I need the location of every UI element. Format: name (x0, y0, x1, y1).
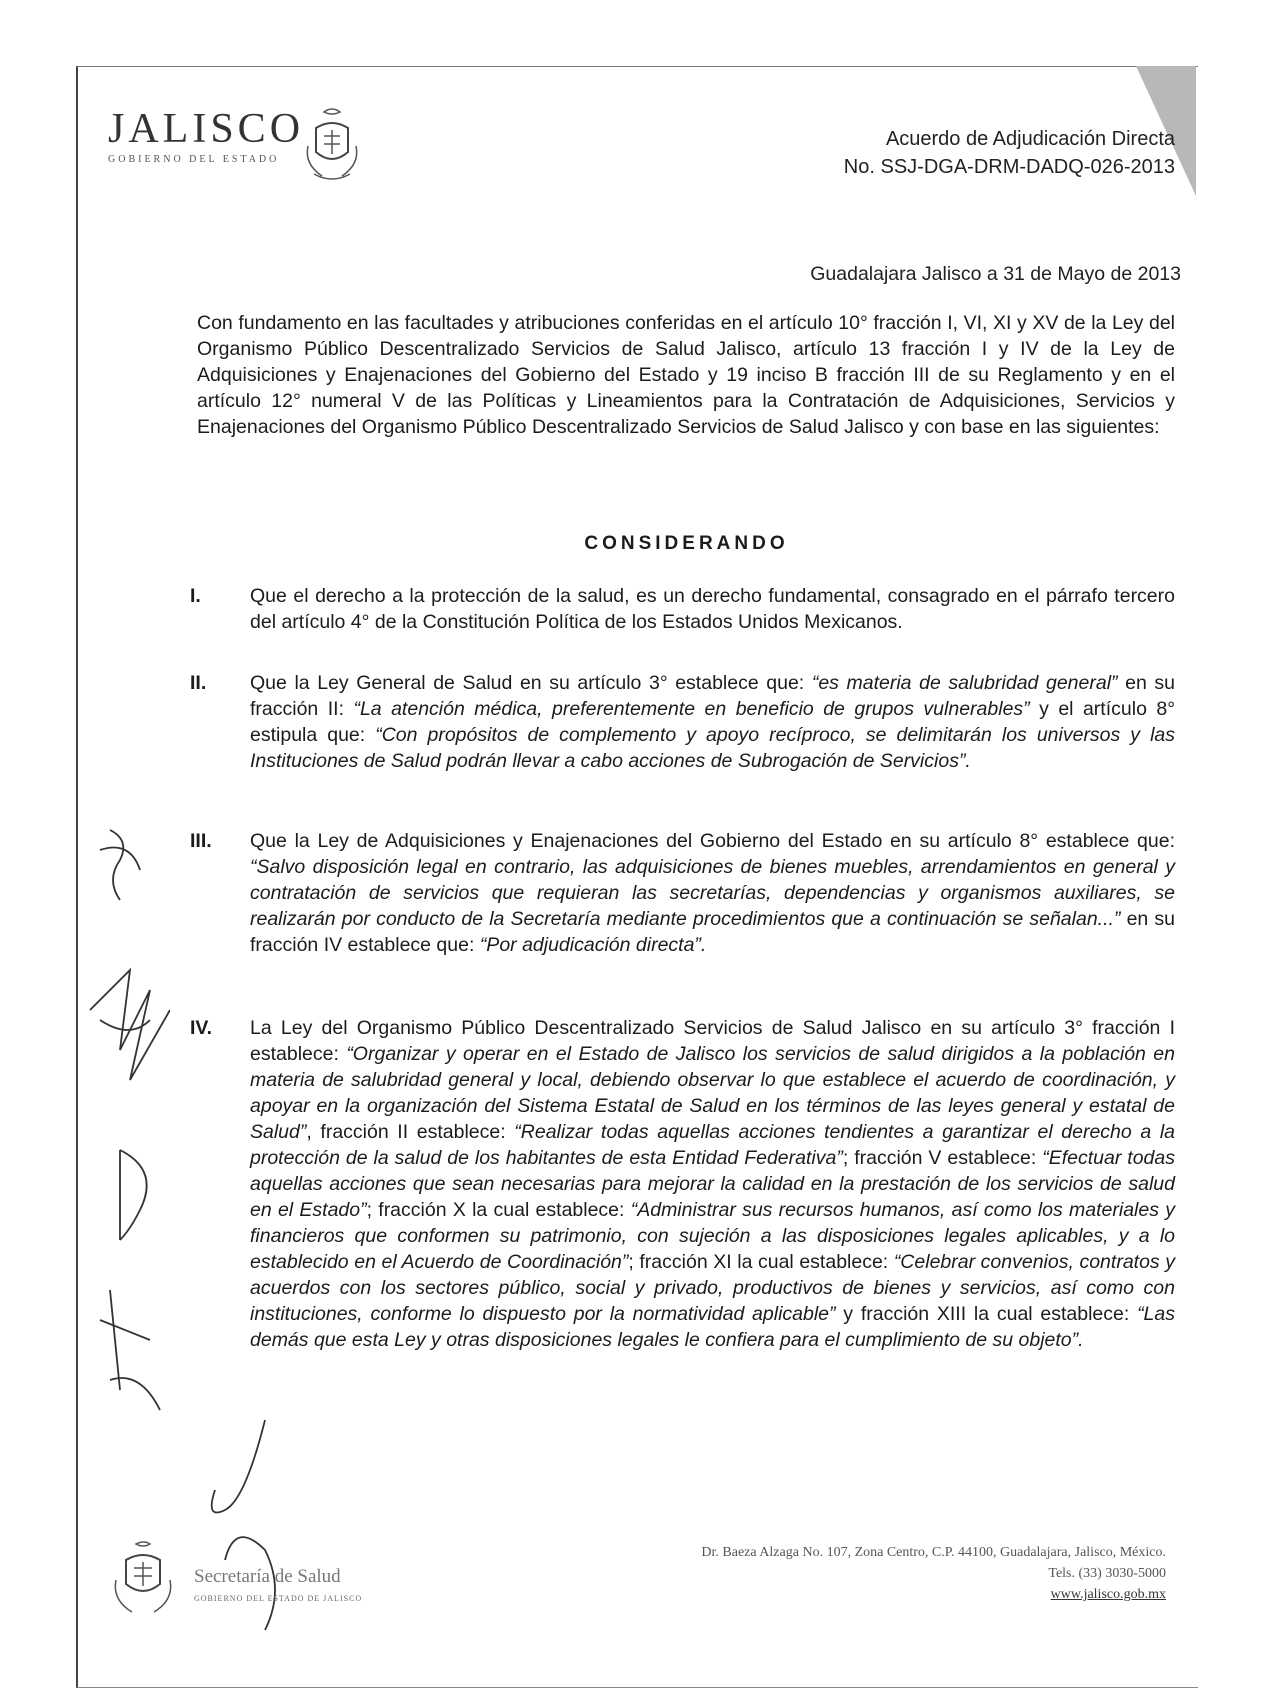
logo-subtitle: GOBIERNO DEL ESTADO (108, 154, 280, 165)
document-header (844, 125, 1175, 181)
footer-address: Dr. Baeza Alzaga No. 107, Zona Centro, C.P. 44100, Guadalajara, Jalisco, México. (701, 1545, 1166, 1560)
item-text: Que la Ley de Adquisiciones y Enajenaciones del Gobierno del Estado en su artículo 8° establece que: “Salvo disposición legal en contrario, las adquisiciones de bienes muebles, arrendamientos en general y contratación de servicios que requieran las secretarías, dependencias y organismos auxiliares, se realizarán por conducto de la Secretaría mediante procedimientos que a continuación se señalan...” en su fracción IV establece que: “Por adjudicación directa”. (250, 830, 1175, 956)
document-title: Acuerdo de Adjudicación Directa (885, 128, 1175, 150)
considerando-item (190, 1015, 1175, 1353)
section-title: CONSIDERANDO (584, 533, 789, 554)
footer-phone: Tels. (33) 3030-5000 (1048, 1566, 1166, 1581)
item-text: Que la Ley General de Salud en su artículo 3° establece que: “es materia de salubridad general” en su fracción II: “La atención médica, preferentemente en beneficio de grupos vulnerables” y el artículo 8° estipula que: “Con propósitos de complemento y apoyo recíproco, se delimitarán los universos y las Instituciones de Salud podrán llevar a cabo acciones de Subrogación de Servicios”. (250, 672, 1176, 772)
intro-paragraph: Con fundamento en las facultades y atribuciones conferidas en el artículo 10° fracción I, VI, XI y XV de la Ley del Organismo Público Descentralizado Servicios de Salud Jalisco, artículo 13 fracción I y IV de la Ley de Adquisiciones y Enajenaciones del Gobierno del Estado y 19 inciso B fracción III de su Reglamento y en el artículo 12° numeral V de las Políticas y Lineamientos para la Contratación de Adquisiciones, Servicios y Enajenaciones del Organismo Público Descentralizado Servicios de Salud Jalisco y con base en las siguientes: (197, 312, 1175, 438)
handwritten-signature (195, 1420, 315, 1645)
item-text: La Ley del Organismo Público Descentralizado Servicios de Salud Jalisco en su artículo 3° fracción I establece: “Organizar y operar en el Estado de Jalisco los servicios de salud dirigidos a la población en materia de salubridad general y local, debiendo observar lo que establece el acuerdo de coordinación, y apoyar en la organización del Sistema Estatal de Salud en los términos de las leyes general y estatal de Salud”, fracción II establece: “Realizar todas aquellas acciones tendientes a garantizar el derecho a la protección de la salud de los habitantes de esta Entidad Federativa”; fracción V establece: “Efectuar todas aquellas acciones que sean necesarias para mejorar la calidad en la prestación de los servicios de salud en el Estado”; fracción X la cual establece: “Administrar sus recursos humanos, así como los materiales y financieros que conformen su patrimonio, con sujeción a las disposiciones legales aplicables, y a lo establecido en el Acuerdo de Coordinación”; fracción XI la cual establece: “Celebrar convenios, contratos y acuerdos con los sectores público, social y privado, productivos de bienes y servicios, así como con instituciones, conforme lo dispuesto por la normatividad aplicable” y fracción XIII la cual establece: “Las demás que esta Ley y otras disposiciones legales le confiera para el cumplimiento de su objeto”. (250, 1017, 1175, 1351)
logo-wordmark: JALISCO (108, 106, 305, 152)
item-number: II. (190, 672, 207, 694)
item-number: I. (190, 585, 201, 607)
secretaria-name: Secretaría de Salud (194, 1566, 341, 1587)
secretaria-subtitle: GOBIERNO DEL ESTADO DE JALISCO (194, 1594, 363, 1603)
considerando-item (190, 670, 1175, 774)
footer-contact (701, 1542, 1166, 1605)
item-number: III. (190, 830, 212, 852)
considerando-item (190, 583, 1175, 635)
item-text: Que el derecho a la protección de la salud, es un derecho fundamental, consagrado en el párrafo tercero del artículo 4° de la Constitución Política de los Estados Unidos Mexicanos. (250, 585, 1175, 633)
coat-of-arms-icon (302, 106, 362, 191)
margin-signatures (80, 820, 170, 1465)
footer-website-link[interactable]: www.jalisco.gob.mx (1050, 1587, 1166, 1602)
considerando-item (190, 828, 1175, 958)
document-date: Guadalajara Jalisco a 31 de Mayo de 2013 (810, 263, 1181, 285)
secretaria-seal-icon (108, 1540, 178, 1625)
item-number: IV. (190, 1017, 213, 1039)
jalisco-logo (108, 108, 304, 165)
document-number: No. SSJ-DGA-DRM-DADQ-026-2013 (843, 156, 1175, 178)
